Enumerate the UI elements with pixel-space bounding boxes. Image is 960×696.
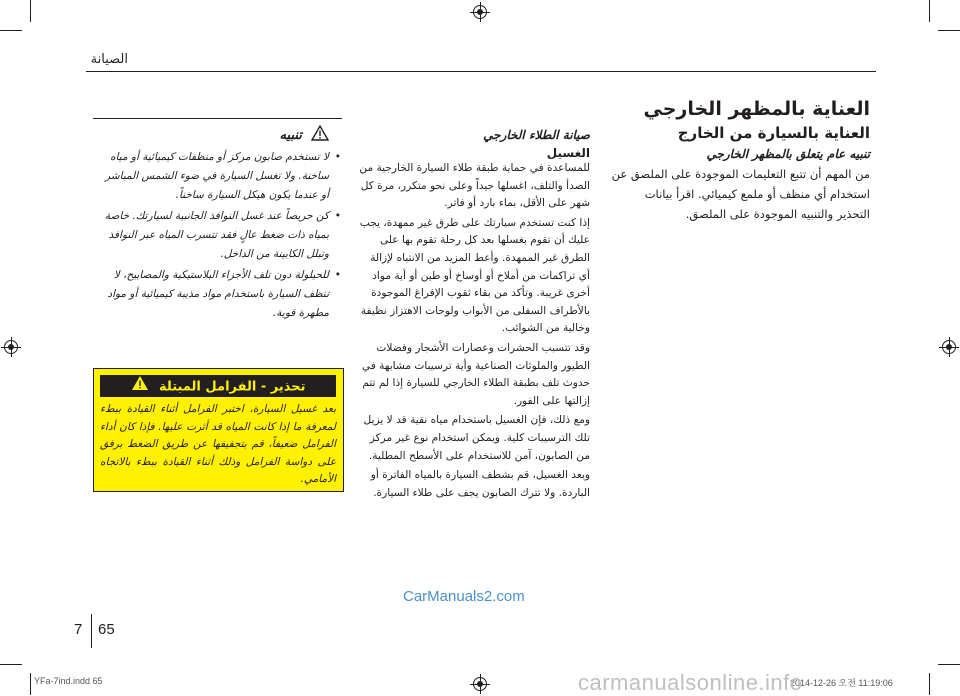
paragraph: وبعد الغسيل، قم بشطف السيارة بالمياه الفاترة أو الباردة. ولا تترك الصابون يجف على طلاء السيارة. bbox=[370, 469, 590, 499]
registration-mark-icon bbox=[473, 5, 487, 19]
section-heading: العناية بالسيارة من الخارج bbox=[677, 124, 870, 142]
page-number: 65 bbox=[98, 621, 115, 638]
crop-mark bbox=[938, 30, 960, 31]
crop-mark bbox=[30, 0, 31, 22]
subsection-heading: صيانة الطلاء الخارجي bbox=[483, 128, 590, 142]
note-list bbox=[97, 148, 343, 325]
footer-timestamp: 2014-12-26 오전 11:19:06 bbox=[790, 678, 893, 688]
list-item: • كن حريصاً عند غسل النوافذ الجانبية لسيارتك. خاصة بمياه ذات ضغط عالٍ فقد تتسرب المياه عبر النوافذ وتبلل الكابينة من الداخل. bbox=[97, 207, 329, 264]
body-paragraphs bbox=[356, 160, 590, 502]
crop-mark bbox=[0, 664, 22, 665]
crop-mark bbox=[929, 0, 930, 22]
warning-text: بعد غسيل السيارة، اختبر الفرامل أثناء القيادة ببطء لمعرفة ما إذا كانت المياه قد أثرت عليها. فإذا كان أداء الفرامل ضعيفاً، قم بتجفيفها عن طريق الضغط برفق على دواسة الفرامل وذلك أثناء القيادة ببطء بالاتجاه الأمامي. bbox=[100, 403, 336, 485]
paragraph: ومع ذلك، فإن الغسيل باستخدام مياه نقية قد لا يزيل تلك الترسيبات كلية. ويمكن استخدام نوع غير مركز من الصابون، آمن للاستخدام على الأسطح المطلية. bbox=[363, 414, 590, 462]
note-title: تنبيه bbox=[279, 128, 302, 143]
caution-heading: تنبيه عام يتعلق بالمظهر الخارجي bbox=[706, 147, 870, 161]
warning-triangle-icon bbox=[311, 125, 329, 145]
crop-mark bbox=[30, 673, 31, 695]
crop-mark bbox=[938, 664, 960, 665]
warning-box bbox=[93, 368, 344, 492]
registration-mark-icon bbox=[473, 677, 487, 691]
note-box bbox=[93, 118, 342, 353]
page-heading: العناية بالمظهر الخارجي bbox=[643, 98, 870, 120]
footer-site-watermark: carmanualsonline.info bbox=[578, 670, 803, 695]
paragraph: للمساعدة في حماية طبقة طلاء السيارة الخارجية من الصدأ والتلف، اغسلها جيداً وعلى نحو متكرر، مرة كل شهر على الأقل، بماء بارد أو فاتر. bbox=[359, 162, 590, 210]
watermark: CarManuals2.com bbox=[403, 588, 525, 605]
warning-triangle-icon bbox=[131, 375, 149, 399]
footer-file: YFa-7ind.indd 65 bbox=[34, 676, 103, 686]
intro-paragraph: من المهم أن تتبع التعليمات الموجودة على الملصق عن استخدام أي منظف أو ملمع كيميائي. اقرأ بيانات التحذير والتنبيه الموجودة على الملصق. bbox=[611, 167, 870, 221]
crop-mark bbox=[0, 30, 22, 31]
chapter-number: 7 bbox=[74, 621, 83, 638]
warning-title: تحذير - الفرامل المبتلة bbox=[159, 379, 306, 395]
page-number-divider bbox=[91, 614, 92, 648]
registration-mark-icon bbox=[942, 340, 956, 354]
subheading: الغسيل bbox=[546, 146, 590, 160]
list-item: • لا تستخدم صابون مركز أو منظفات كيميائية أو مياه ساخنة. ولا تغسل السيارة في ضوء الشمس المباشر أو عندما يكون هيكل السيارة ساخناً. bbox=[97, 148, 329, 205]
registration-mark-icon bbox=[4, 340, 18, 354]
list-item: • للحيلولة دون تلف الأجزاء البلاستيكية والمصابيح، لا تنظف السيارة باستخدام مواد مذيبة كيميائية أو مواد مطهرة قوية. bbox=[97, 266, 329, 323]
crop-mark bbox=[929, 673, 930, 695]
paragraph: إذا كنت تستخدم سيارتك على طرق غير ممهدة، يجب عليك أن تقوم بغسلها بعد كل رحلة تقوم بها على الطرق غير الممهدة. وأعط المزيد من الانتباه لإزالة أي تراكمات من أملاح أو أوساخ أو طين أو أية مواد أخرى غريبة. وتأكد من بقاء ثقوب الإفراغ الموجودة بالأطراف السفلى من الأبواب ولوحات الاهتزاز نظيفة وخالية من الشوائب. bbox=[359, 216, 590, 335]
section-title: الصيانة bbox=[90, 52, 128, 67]
note-header bbox=[93, 124, 329, 145]
warning-header bbox=[100, 375, 336, 397]
paragraph: وقد تتسبب الحشرات وعصارات الأشجار وفضلات الطيور والملوثات الصناعية وأية ترسيبات مشابهة في حدوث تلف بطبقة الطلاء الخارجي للسيارة إذا لم تتم إزالتها على الفور. bbox=[361, 341, 590, 407]
header-rule bbox=[86, 71, 876, 72]
note-top-rule bbox=[93, 118, 342, 119]
